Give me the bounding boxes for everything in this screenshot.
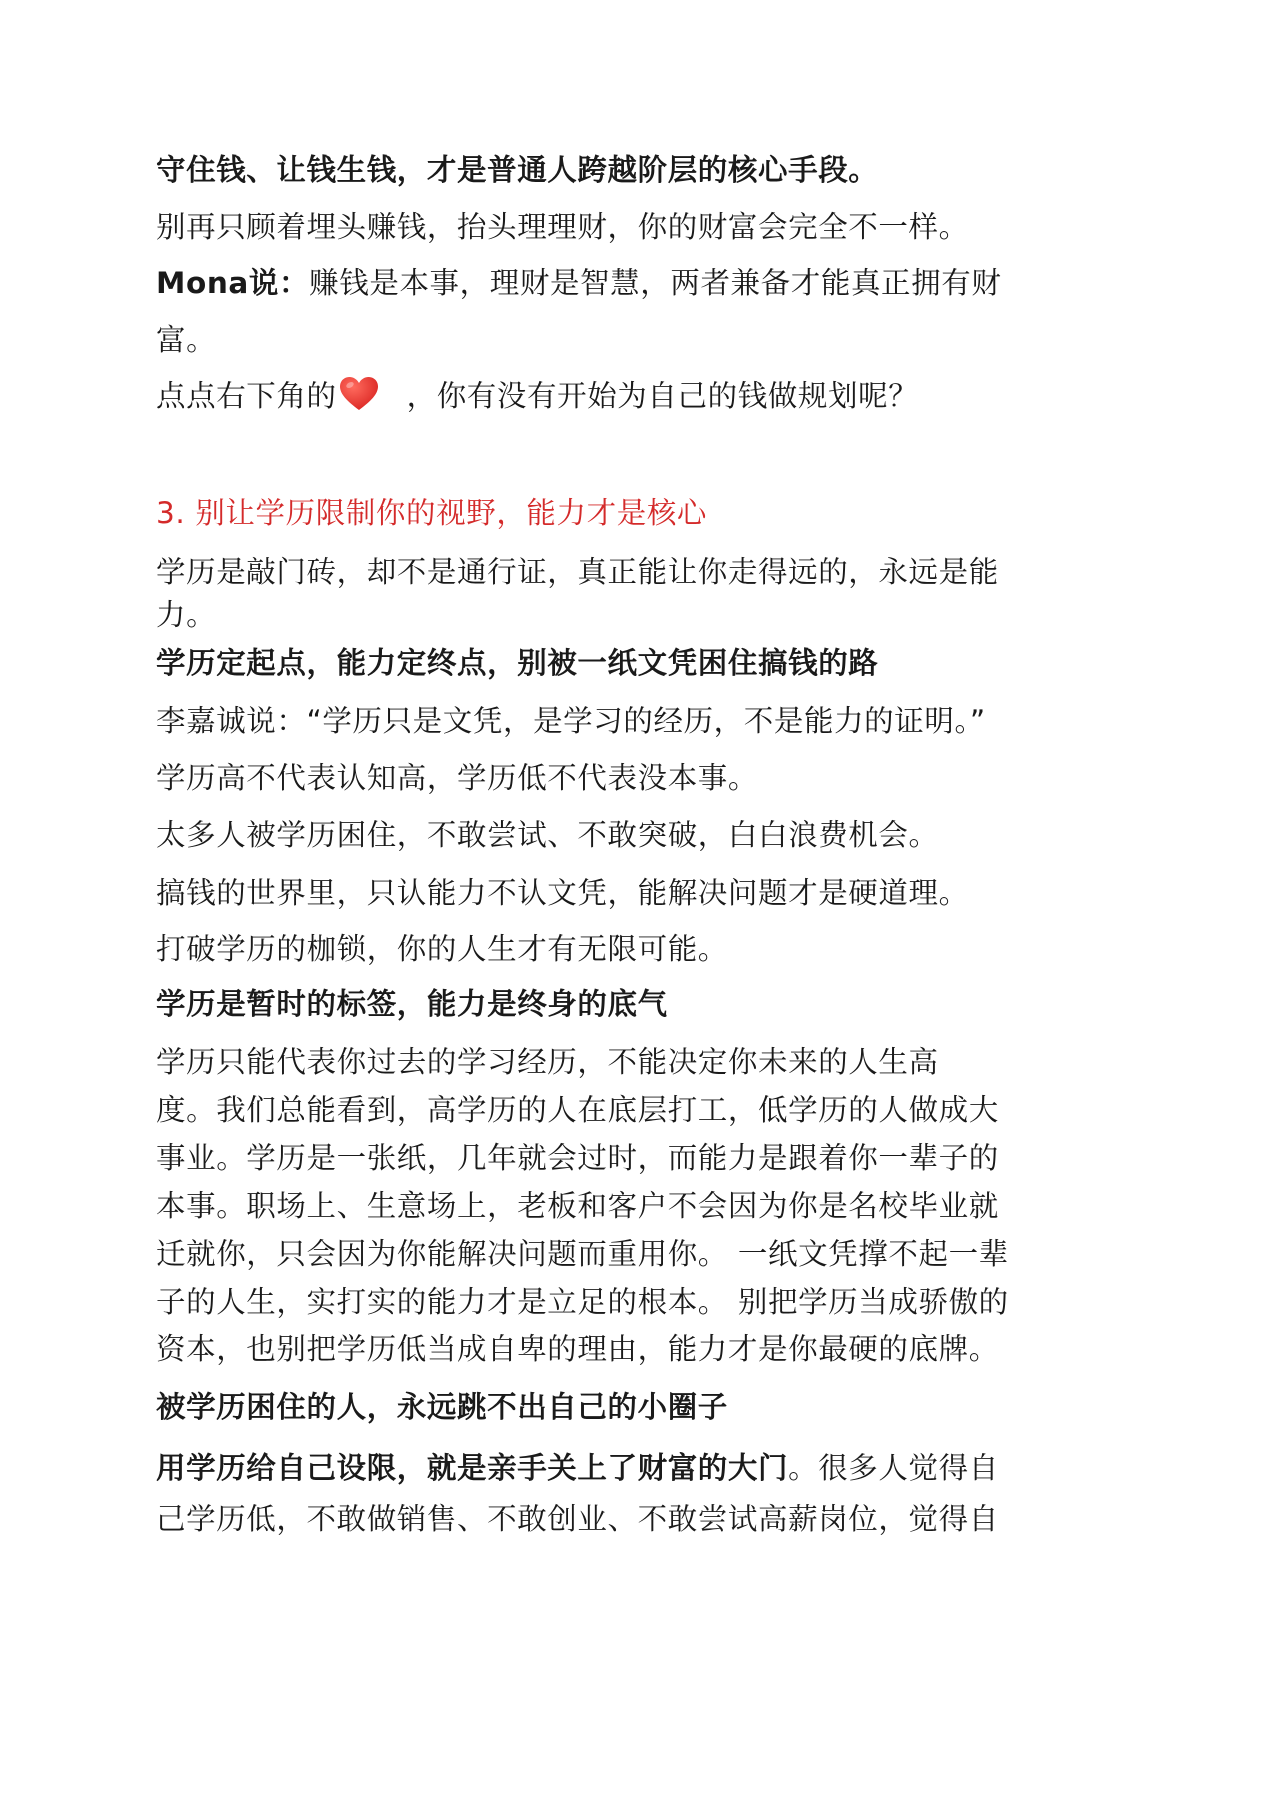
paragraph-7-bold: 用学历给自己设限，就是亲手关上了财富的大门 <box>156 1451 789 1485</box>
subheading-1: 学历定起点，能力定终点，别被一纸文凭困住搞钱的路 <box>156 646 879 680</box>
paragraph-6-line-6: 子的人生，实打实的能力才是立足的根本。 别把学历当成骄傲的 <box>156 1285 1009 1319</box>
paragraph-6-line-2: 度。我们总能看到，高学历的人在底层打工，低学历的人做成大 <box>156 1093 999 1127</box>
paragraph-1-line-2: 力。 <box>156 598 217 632</box>
cta-prefix: 点点右下角的 <box>156 379 337 413</box>
paragraph-6-line-3: 事业。学历是一张纸，几年就会过时，而能力是跟着你一辈子的 <box>156 1141 999 1175</box>
paragraph-6-line-7: 资本，也别把学历低当成自卑的理由，能力才是你最硬的底牌。 <box>156 1332 999 1366</box>
red-heart-icon <box>339 376 379 412</box>
paragraph-6-line-4: 本事。职场上、生意场上，老板和客户不会因为你是名校毕业就 <box>156 1189 999 1223</box>
paragraph-6-line-1: 学历只能代表你过去的学习经历，不能决定你未来的人生高 <box>156 1045 939 1079</box>
paragraph-3: 太多人被学历困住，不敢尝试、不敢突破，白白浪费机会。 <box>156 818 939 852</box>
cta-line <box>156 376 918 416</box>
paragraph-2: 学历高不代表认知高，学历低不代表没本事。 <box>156 761 759 795</box>
mona-label: Mona说： <box>156 266 310 300</box>
quote-line: 李嘉诚说：“学历只是文凭，是学习的经历，不是能力的证明。” <box>156 704 986 738</box>
paragraph-7-rest: 。很多人觉得自 <box>788 1451 999 1485</box>
mona-quote-line-1 <box>156 263 1001 303</box>
intro-bold-line: 守住钱、让钱生钱，才是普通人跨越阶层的核心手段。 <box>156 153 879 187</box>
intro-paragraph: 别再只顾着埋头赚钱，抬头理理财，你的财富会完全不一样。 <box>156 210 969 244</box>
mona-text: 赚钱是本事，理财是智慧，两者兼备才能真正拥有财 <box>309 266 1002 300</box>
paragraph-4: 搞钱的世界里，只认能力不认文凭，能解决问题才是硬道理。 <box>156 876 969 910</box>
cta-suffix: ，你有没有开始为自己的钱做规划呢？ <box>406 379 919 413</box>
subheading-3: 被学历困住的人，永远跳不出自己的小圈子 <box>156 1390 728 1424</box>
paragraph-6-line-5: 迁就你，只会因为你能解决问题而重用你。 一纸文凭撑不起一辈 <box>156 1237 1009 1271</box>
section-heading: 3. 别让学历限制你的视野，能力才是核心 <box>156 496 708 530</box>
paragraph-7-line-1 <box>156 1448 999 1488</box>
mona-quote-line-2: 富。 <box>156 323 217 357</box>
paragraph-7-line-2: 己学历低，不敢做销售、不敢创业、不敢尝试高薪岗位，觉得自 <box>156 1502 999 1536</box>
subheading-2: 学历是暂时的标签，能力是终身的底气 <box>156 987 668 1021</box>
paragraph-5: 打破学历的枷锁，你的人生才有无限可能。 <box>156 932 728 966</box>
paragraph-1-line-1: 学历是敲门砖，却不是通行证，真正能让你走得远的，永远是能 <box>156 555 999 589</box>
